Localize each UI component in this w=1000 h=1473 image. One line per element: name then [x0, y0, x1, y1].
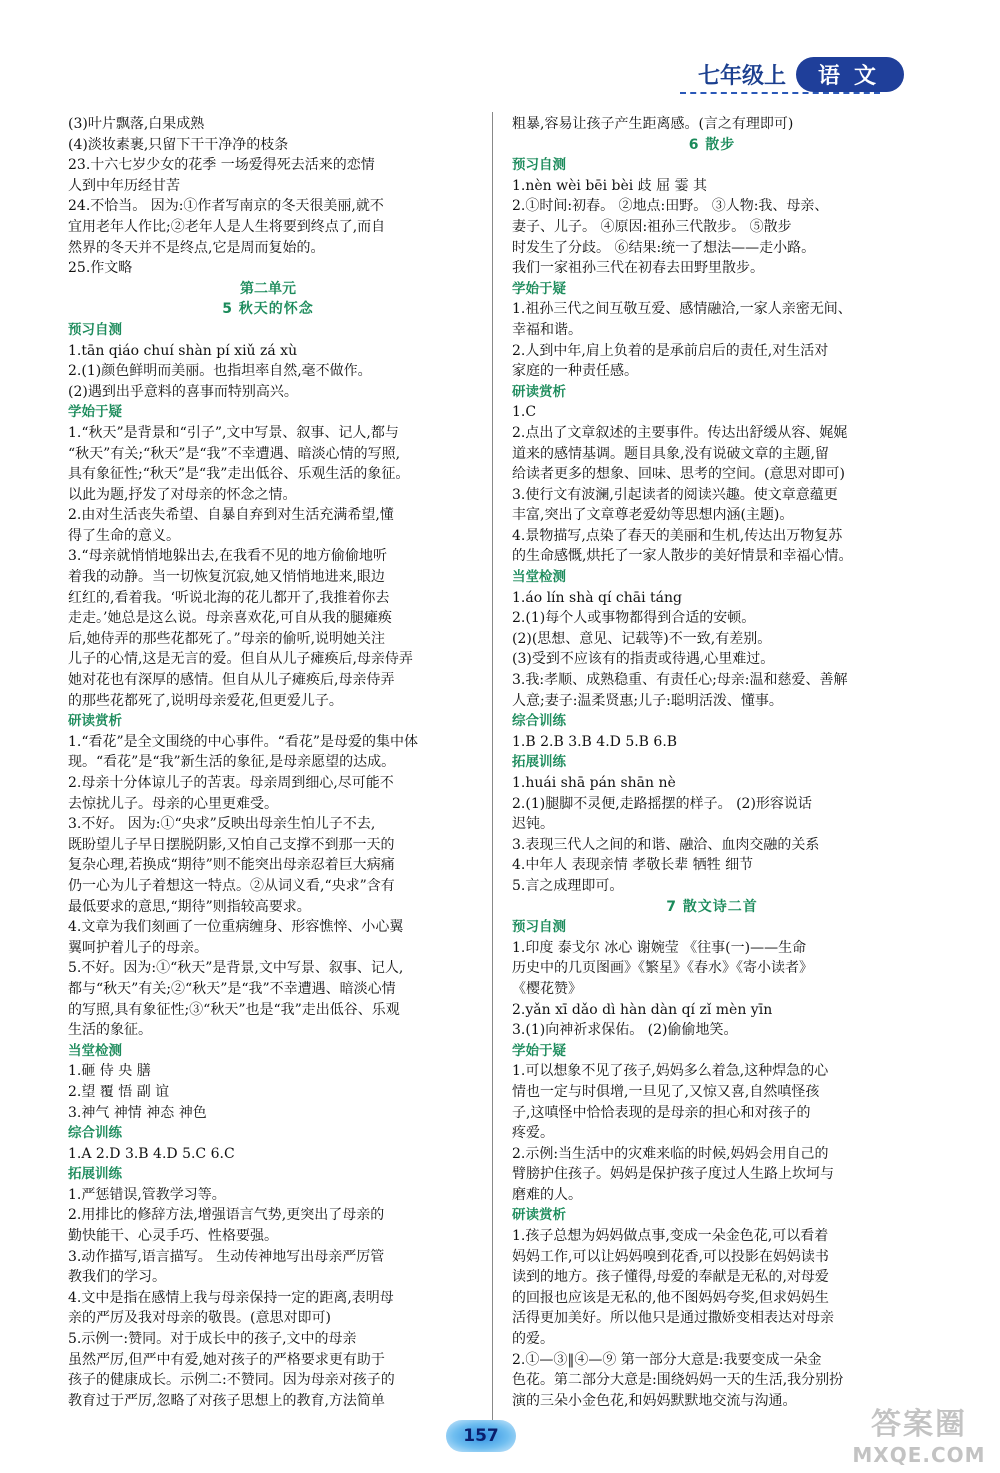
answer-line: 教育过于严厉,忽略了对孩子思想上的教育,方法简单: [68, 1392, 385, 1409]
answer-line: 1.孩子总想为妈妈做点事,变成一朵金色花,可以看着: [512, 1228, 829, 1245]
answer-line: 23.十六七岁少女的花季 一场爱得死去活来的恋情: [68, 157, 375, 174]
section-heading: 当堂检测: [68, 1042, 122, 1059]
answer-line: 1.印度 泰戈尔 冰心 谢婉莹 《往事(一)——生命: [512, 939, 807, 956]
answer-line: 给读者更多的想象、回味、思考的空间。(意思对即可): [512, 466, 845, 483]
answer-line: 1.砸 侍 央 膳: [68, 1063, 151, 1080]
answer-line: 的回报也应该是无私的,他不图妈妈夸奖,但求妈妈生: [512, 1289, 829, 1306]
answer-line: 2.人到中年,肩上负着的是承前启后的责任,对生活对: [512, 342, 829, 359]
answer-line: 既盼望儿子早日摆脱阴影,又怕自己支撑不到那一天的: [68, 836, 395, 853]
answer-line: 疼爱。: [512, 1125, 554, 1142]
answer-line: 1.B 2.B 3.B 4.D 5.B 6.B: [512, 733, 678, 750]
answer-line: 儿子的心情,这是无言的爱。但自从儿子瘫痪后,母亲侍弄: [68, 651, 413, 668]
answer-line: 4.文中是指在感情上我与母亲保持一定的距离,表明母: [68, 1289, 394, 1306]
answer-line: 磨难的人。: [512, 1186, 582, 1203]
section-heading: 拓展训练: [68, 1166, 122, 1183]
answer-line: 臂膀护住孩子。妈妈是保护孩子度过人生路上坎坷与: [512, 1166, 834, 1183]
subject-badge: 语文: [796, 57, 904, 92]
column-divider: [492, 112, 493, 1432]
answer-line: 的那些花都死了,说明母亲爱花,但更爱儿子。: [68, 692, 343, 709]
section-heading: 学始于疑: [512, 280, 566, 297]
watermark-logo: [844, 1397, 994, 1469]
answer-line: 1.áo lín shà qí chāi táng: [512, 589, 682, 606]
answer-line: (3)叶片飘落,白果成熟: [68, 116, 205, 132]
answer-line: 勤快能干、心灵手巧、性格要强。: [68, 1228, 278, 1245]
header-underline: [680, 92, 880, 94]
answer-line: 的生命感慨,烘托了一家人散步的美好情景和幸福心情。: [512, 548, 853, 565]
answer-line: 1.严惩错误,管教学习等。: [68, 1186, 226, 1203]
answer-line: 1.可以想象不见了孩子,妈妈多么着急,这种焊急的心: [512, 1063, 829, 1080]
answer-line: 2.由对生活丧失希望、自暴自弃到对生活充满希望,懂: [68, 507, 394, 524]
answer-line: 2.点出了文章叙述的主要事件。传达出舒缓从容、娓娓: [512, 424, 848, 441]
grade-label: 七年级上: [697, 62, 786, 89]
answer-line: 1.nèn wèi bēi bèi 歧 屈 霎 其: [512, 177, 708, 194]
watermark-text-top: 答案圈: [871, 1407, 967, 1442]
unit-heading: 第二单元: [240, 280, 296, 297]
answer-line: 读到的地方。孩子懂得,母爱的奉献是无私的,对母爱: [512, 1269, 829, 1286]
answer-line: 迟钝。: [512, 816, 554, 833]
answer-line: 3.“母亲就悄悄地躲出去,在我看不见的地方偷偷地听: [68, 548, 387, 565]
answer-line: (4)淡妆素裹,只留下干干净净的枝条: [68, 136, 289, 153]
lesson-title: 6 散步: [688, 136, 736, 153]
answer-line: 走走。’她总是这么说。母亲喜欢花,可自从我的腿瘫痪: [68, 610, 392, 627]
answer-line: 情也一定与时俱增,一旦见了,又惊又喜,自然嗔怪孩: [512, 1083, 820, 1100]
answer-line: 4.文章为我们刻画了一位重病缠身、形容憔悴、小心翼: [68, 919, 404, 936]
answer-line: 3.神气 神情 神态 神色: [68, 1104, 207, 1121]
lesson-title: 5 秋天的怀念: [222, 301, 314, 318]
section-heading: 学始于疑: [512, 1042, 566, 1059]
answer-line: 5.不好。因为:①“秋天”是背景,文中写景、叙事、记人,: [68, 960, 404, 977]
answer-line: 得了生命的意义。: [68, 527, 180, 544]
watermark-text-bottom: MXQE.COM: [852, 1443, 986, 1467]
answer-line: 丰富,突出了文章尊老爱幼等思想内涵(主题)。: [512, 507, 794, 524]
answer-line: 现。“看花”是“我”新生活的象征,是母亲愿望的达成。: [68, 754, 396, 771]
answer-line: 4.中年人 表现亲情 孝敬长辈 牺牲 细节: [512, 857, 754, 874]
answer-line: 3.表现三代人之间的和谐、融洽、血肉交融的关系: [512, 836, 820, 853]
answer-line: 1.C: [512, 404, 537, 421]
answer-line: 翼呵护着儿子的母亲。: [68, 939, 208, 956]
answer-line: 3.我:孝顺、成熟稳重、有责任心;母亲:温和慈爱、善解: [512, 672, 848, 689]
page-header: [698, 56, 904, 92]
section-heading: 预习自测: [512, 919, 566, 936]
section-heading: 预习自测: [512, 157, 566, 174]
answer-line: 妻子、儿子。 ④原因:祖孙三代散步。 ⑤散步: [512, 218, 792, 235]
answer-line: 《樱花赞》: [512, 980, 582, 997]
answer-line: 后,她侍弄的那些花都死了。”母亲的偷听,说明她关注: [68, 630, 386, 647]
section-heading: 研读赏析: [512, 1207, 566, 1224]
answer-line: 3.不好。 因为:①“央求”反映出母亲生怕儿子不去,: [68, 816, 376, 833]
answer-line: 妈妈工作,可以让妈妈嗅到花香,可以投影在妈妈读书: [512, 1248, 829, 1265]
answer-line: 去惊扰儿子。母亲的心里更难受。: [68, 795, 278, 812]
answer-line: 2.(1)每个人或事物都得到合适的安顿。: [512, 610, 756, 627]
section-heading: 综合训练: [68, 1125, 122, 1142]
answer-line: 她对花也有深厚的感情。但自从儿子瘫痪后,母亲侍弄: [68, 672, 395, 689]
answer-line: 2.①时间:初春。 ②地点:田野。 ③人物:我、母亲、: [512, 198, 829, 215]
answer-line: 虽然严厉,但严中有爱,她对孩子的严格要求更有助于: [68, 1351, 385, 1368]
answer-line: 粗暴,容易让孩子产生距离感。(言之有理即可): [512, 116, 794, 132]
section-heading: 当堂检测: [512, 569, 566, 586]
answer-line: 最低要求的意思,“期待”则指较高要求。: [68, 898, 311, 915]
answer-line: 道来的感情基调。题目具象,没有说破文章的主题,留: [512, 445, 829, 462]
answer-line: 2.(1)颜色鲜明而美丽。也指坦率自然,毫不做作。: [68, 363, 372, 380]
answer-line: 子,这嗔怪中恰恰表现的是母亲的担心和对孩子的: [512, 1104, 811, 1121]
answer-line: 2.yǎn xī dǎo dì hàn dàn qí zǐ mèn yīn: [512, 1001, 773, 1018]
answer-line: 的爱。: [512, 1331, 554, 1348]
page-number: 157: [446, 1420, 516, 1452]
answer-line: 1.A 2.D 3.B 4.D 5.C 6.C: [68, 1145, 235, 1162]
answer-line: 2.用排比的修辞方法,增强语言气势,更突出了母亲的: [68, 1207, 385, 1224]
section-heading: 学始于疑: [68, 404, 122, 421]
answer-line: 宜用老年人作比;②老年人是人生将要到终点了,而自: [68, 218, 386, 235]
answer-line: 人意;妻子:温柔贤惠;儿子:聪明活泼、懂事。: [512, 692, 783, 709]
answer-line: 25.作文略: [68, 260, 133, 277]
answer-line: 1.huái shā pán shān nè: [512, 775, 676, 791]
answer-line: “秋天”有关;“秋天”是“我”不幸遭遇、暗淡心情的写照,: [68, 445, 401, 462]
answer-line: 仍一心为儿子着想这一特点。②从词义看,“央求”含有: [68, 877, 395, 894]
answer-line: (3)受到不应该有的指责或待遇,心里难过。: [512, 651, 775, 668]
answer-line: 3.使行文有波澜,引起读者的阅读兴趣。使文章意蕴更: [512, 486, 838, 503]
answer-line: 人到中年历经甘苦: [68, 177, 180, 194]
answer-line: 2.①—③‖④—⑨ 第一部分大意是:我要变成一朵金: [512, 1351, 822, 1368]
answer-line: 历史中的几页图画》《繁星》《春水》《寄小读者》: [512, 960, 813, 977]
answer-line: 的写照,具有象征性;③“秋天”也是“我”走出低谷、乐观: [68, 1001, 400, 1018]
answer-line: 色花。第二部分大意是:围绕妈妈一天的生活,我分别扮: [512, 1372, 844, 1389]
answer-line: 都与“秋天”有关;②“秋天”是“我”不幸遭遇、暗淡心情: [68, 980, 396, 997]
answer-line: 2.(1)腿脚不灵便,走路摇摆的样子。 (2)形容说话: [512, 795, 812, 812]
left-answer-column: [68, 114, 468, 1411]
answer-line: 着我的动静。当一切恢复沉寂,她又悄悄地进来,眼边: [68, 569, 385, 586]
section-heading: 研读赏析: [68, 713, 122, 730]
answer-line: 2.母亲十分体谅儿子的苦衷。母亲周到细心,尽可能不: [68, 775, 394, 791]
section-heading: 综合训练: [512, 713, 566, 730]
section-heading: 拓展训练: [512, 754, 566, 771]
answer-line: 亲的严厉及我对母亲的敬畏。(意思对即可): [68, 1310, 331, 1327]
lesson-title: 7 散文诗二首: [666, 898, 758, 915]
section-heading: 研读赏析: [512, 383, 566, 400]
answer-line: 4.景物描写,点染了春天的美丽和生机,传达出万物复苏: [512, 527, 843, 544]
answer-line: 演的三朵小金色花,和妈妈默默地交流与沟通。: [512, 1392, 797, 1409]
answer-line: 红红的,看着我。‘听说北海的花儿都开了,我推着你去: [68, 589, 390, 606]
answer-line: 5.示例一:赞同。对于成长中的孩子,文中的母亲: [68, 1331, 357, 1348]
answer-line: (2)(思想、意见、记载等)不一致,有差别。: [512, 630, 772, 647]
answer-line: 然界的冬天并不是终点,它是周而复始的。: [68, 239, 325, 256]
answer-line: 时发生了分歧。 ⑥结果:统一了想法——走小路。: [512, 239, 816, 256]
answer-line: 复杂心理,若换成“期待”则不能突出母亲忍着巨大病痛: [68, 857, 395, 874]
answer-line: 生活的象征。: [68, 1022, 152, 1039]
right-answer-column: [512, 114, 912, 1411]
answer-line: 幸福和谐。: [512, 321, 582, 338]
answer-line: 家庭的一种责任感。: [512, 363, 638, 380]
answer-line: 3.(1)向神祈求保佑。 (2)偷偷地笑。: [512, 1022, 738, 1039]
answer-line: 1.祖孙三代之间互敬互爱、感情融洽,一家人亲密无间、: [512, 301, 852, 318]
answer-line: 1.“秋天”是背景和“引子”,文中写景、叙事、记人,都与: [68, 424, 399, 441]
answer-line: 活得更加美好。所以他只是通过撒娇变相表达对母亲: [512, 1310, 834, 1327]
answer-line: (2)遇到出乎意料的喜事而特别高兴。: [68, 383, 298, 400]
answer-line: 我们一家祖孙三代在初春去田野里散步。: [512, 260, 764, 277]
answer-line: 1.“看花”是全文围绕的中心事件。“看花”是母爱的集中体: [68, 733, 418, 750]
answer-line: 以此为题,抒发了对母亲的怀念之情。: [68, 486, 297, 503]
answer-line: 1.tān qiáo chuí shàn pí xiǔ zá xù: [68, 342, 298, 359]
answer-line: 2.望 覆 悟 副 谊: [68, 1083, 170, 1100]
answer-line: 5.言之成理即可。: [512, 877, 624, 894]
answer-line: 2.示例:当生活中的灾难来临的时候,妈妈会用自己的: [512, 1145, 829, 1162]
answer-line: 孩子的健康成长。示例二:不赞同。因为母亲对孩子的: [68, 1372, 395, 1389]
answer-line: 教我们的学习。: [68, 1269, 166, 1286]
answer-line: 具有象征性;“秋天”是“我”走出低谷、乐观生活的象征。: [68, 466, 410, 483]
section-heading: 预习自测: [68, 321, 122, 338]
answer-line: 24.不恰当。 因为:①作者写南京的冬天很美丽,就不: [68, 198, 384, 215]
answer-line: 3.动作描写,语言描写。 生动传神地写出母亲严厉管: [68, 1248, 385, 1265]
